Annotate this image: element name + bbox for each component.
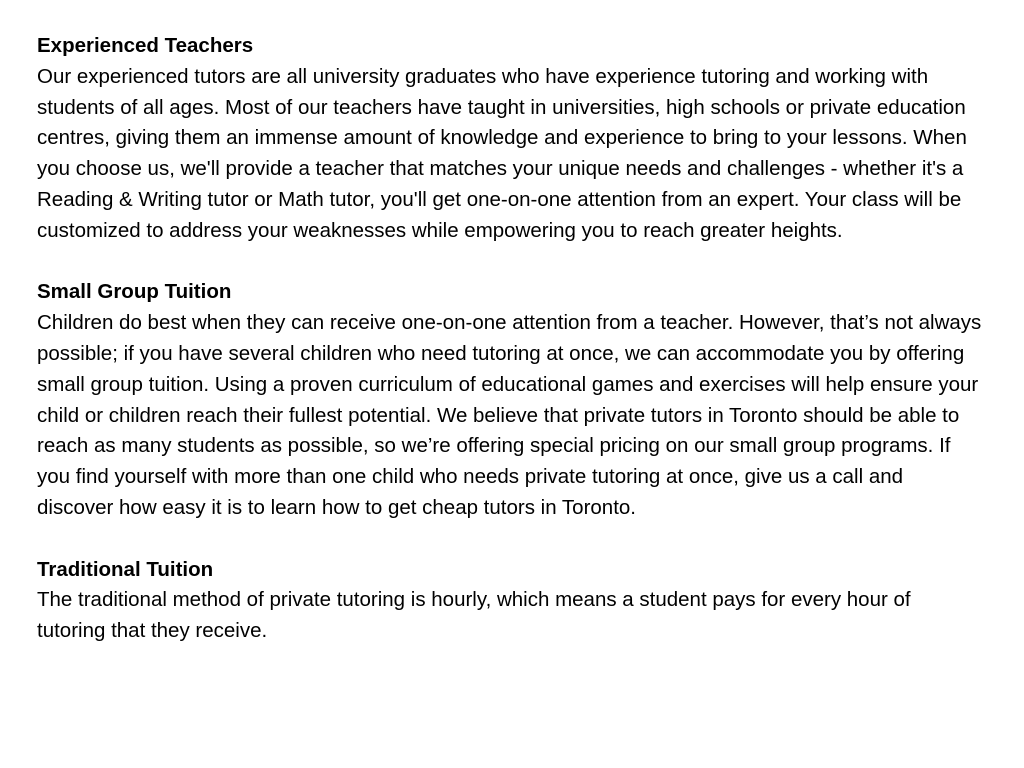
- section-body: The traditional method of private tutoring is hourly, which means a student pays for every hour of tutoring that they receive.: [37, 588, 911, 643]
- section-heading: Traditional Tuition: [37, 557, 214, 581]
- section-body: Children do best when they can receive one-on-one attention from a teacher. However, that’s not always possible; if you have several children who need tutoring at once, we can accommodate you by offering small group tuition. Using a proven curriculum of educational games and exercises will help ensure your child or children reach their fullest potential. We believe that private tutors in Toronto should be able to reach as many students as possible, so we’re offering special pricing on our small group programs. If you find yourself with more than one child who needs private tutoring at once, give us a call and discover how easy it is to learn how to get cheap tutors in Toronto.: [37, 311, 982, 519]
- section-body: Our experienced tutors are all university graduates who have experience tutoring and working with students of all ages. Most of our teachers have taught in universities, high schools or private education centres, giving them an immense amount of knowledge and experience to bring to your lessons. When you choose us, we'll provide a teacher that matches your unique needs and challenges - whether it's a Reading & Writing tutor or Math tutor, you'll get one-on-one attention from an expert. Your class will be customized to address your weaknesses while empowering you to reach greater heights.: [37, 64, 967, 242]
- section-traditional-tuition: [37, 555, 984, 647]
- section-experienced-teachers: [37, 31, 984, 247]
- section-heading: Experienced Teachers: [37, 34, 254, 57]
- section-heading: Small Group Tuition: [37, 280, 232, 304]
- section-small-group-tuition: [37, 277, 984, 523]
